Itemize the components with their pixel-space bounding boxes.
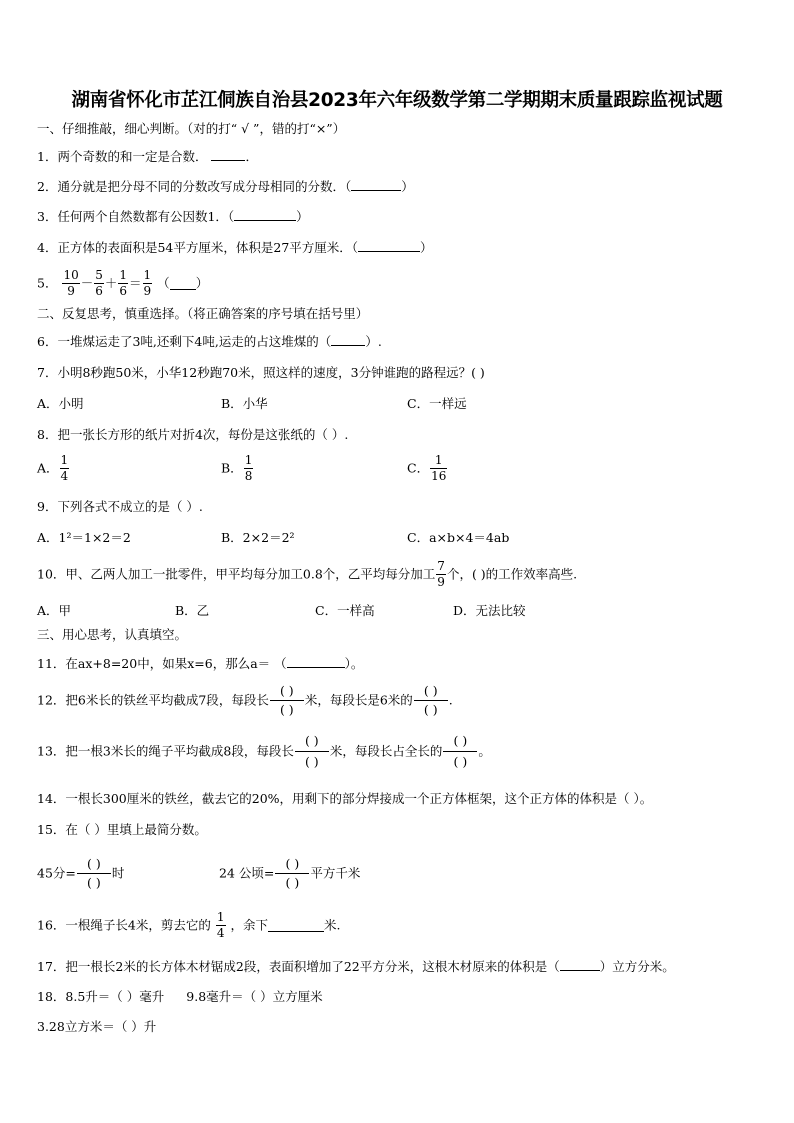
answer-blank[interactable] bbox=[234, 208, 296, 221]
answer-blank[interactable] bbox=[287, 655, 345, 668]
section-1-heading: 一、仔细推敲，细心判断。（对的打“ √ ”，错的打“×”） bbox=[37, 121, 346, 136]
question-text: 把一张长方形的纸片对折4次，每份是这张纸的（ ）. bbox=[57, 427, 349, 442]
question-17: 17．把一根长2米的长方体木材锯成2段，表面积增加了22平方分米，这根木材原来的体积是（ ）立方分米。 bbox=[37, 959, 675, 974]
question-text: 9.8毫升＝（ ）立方厘米 bbox=[186, 989, 323, 1004]
section-2-heading: 二、反复思考，慎重选择。（将正确答案的序号填在括号里） bbox=[37, 306, 369, 321]
question-15-part-1: 45分= ( ) ( ) 时 bbox=[37, 856, 125, 890]
fraction: $\frac{1}{16}$ bbox=[431, 453, 447, 483]
question-10: 10．甲、乙两人加工一批零件，甲平均每分加工0.8个，乙平均每分加工 $\frac{7}{9}$ 个，( )的工作效率高些. bbox=[37, 559, 578, 589]
fraction: $\frac{1}{9}$ bbox=[143, 268, 152, 298]
question-18: 18．8.5升＝（ ）毫升 9.8毫升＝（ ）立方厘米 bbox=[37, 989, 323, 1004]
fraction-blank[interactable]: ( ) ( ) bbox=[270, 682, 304, 719]
option-a[interactable]: A．甲 bbox=[37, 603, 72, 618]
question-text: 把一根3米长的绳子平均截成8段，每段长 bbox=[65, 743, 294, 759]
question-2: 2．通分就是把分母不同的分数改写成分母相同的分数．（ ） bbox=[37, 179, 414, 194]
fraction-blank[interactable]: ( ) ( ) bbox=[295, 731, 329, 772]
option-b[interactable]: B．乙 bbox=[175, 603, 210, 618]
question-text: 通分就是把分母不同的分数改写成分母相同的分数．（ bbox=[57, 179, 352, 194]
question-14: 14．一根长300厘米的铁丝，截去它的20%，用剩下的部分焊接成一个正方体框架，这个正方体的体积是（ ）。 bbox=[37, 791, 653, 806]
answer-blank[interactable] bbox=[170, 277, 196, 290]
question-text: 下列各式不成立的是（ ）. bbox=[57, 499, 203, 514]
option-c[interactable]: C．a×b×4＝4ab bbox=[407, 530, 510, 545]
answer-blank[interactable] bbox=[351, 178, 401, 191]
option-b[interactable]: B． $\frac{1}{8}$ bbox=[221, 453, 253, 483]
question-11: 11．在ax+8=20中，如果x=6，那么a＝ （ ）。 bbox=[37, 656, 364, 671]
question-3: 3．任何两个自然数都有公因数1．（ ） bbox=[37, 209, 309, 224]
question-4: 4．正方体的表面积是54平方厘米，体积是27平方厘米．（ ） bbox=[37, 240, 433, 255]
fraction: $\frac{7}{9}$ bbox=[437, 559, 445, 589]
fraction: $\frac{5}{6}$ bbox=[95, 268, 103, 298]
question-text: 正方体的表面积是54平方厘米，体积是27平方厘米．（ bbox=[57, 240, 359, 255]
option-b[interactable]: B．小华 bbox=[221, 396, 268, 411]
question-7: 7．小明8秒跑50米，小华12秒跑70米，照这样的速度，3分钟谁跑的路程远？( ) bbox=[37, 365, 485, 380]
question-text: 甲、乙两人加工一批零件，甲平均每分加工0.8个，乙平均每分加工 bbox=[65, 566, 436, 582]
answer-blank[interactable] bbox=[358, 239, 420, 252]
question-text: 一根长300厘米的铁丝，截去它的20%，用剩下的部分焊接成一个正方体框架，这个正方体的体积是（ ）。 bbox=[65, 791, 653, 806]
fraction-blank[interactable]: ( ) ( ) bbox=[414, 682, 448, 719]
question-text: 一根绳子长4米，剪去它的 bbox=[65, 917, 211, 933]
option-c[interactable]: C．一样高 bbox=[315, 603, 375, 618]
option-a[interactable]: A．小明 bbox=[37, 396, 84, 411]
question-text: 两个奇数的和一定是合数． bbox=[57, 149, 208, 164]
fraction-blank[interactable]: ( ) ( ) bbox=[275, 855, 309, 892]
question-16: 16．一根绳子长4米，剪去它的 $\frac{1}{4}$ ，余下 米. bbox=[37, 910, 341, 940]
question-text: 8.5升＝（ ）毫升 bbox=[65, 989, 165, 1004]
question-12: 12．把6米长的铁丝平均截成7段，每段长 ( ) ( ) 米，每段长是6米的 ( ) ( ) . bbox=[37, 683, 453, 717]
page-title: 湖南省怀化市芷江侗族自治县2023年六年级数学第二学期期末质量跟踪监视试题 bbox=[71, 90, 723, 111]
answer-blank[interactable] bbox=[211, 148, 245, 161]
option-a[interactable]: A． $\frac{1}{4}$ bbox=[37, 453, 69, 483]
question-15-part-2: 24 公顷= ( ) ( ) 平方千米 bbox=[219, 856, 361, 890]
fraction: $\frac{1}{4}$ bbox=[216, 910, 225, 940]
question-13: 13．把一根3米长的绳子平均截成8段，每段长 ( ) ( ) 米，每段长占全长的 ( ) ( ) 。 bbox=[37, 731, 491, 772]
question-18-line-2: 3.28立方米＝（ ）升 bbox=[37, 1019, 157, 1034]
answer-blank[interactable] bbox=[331, 333, 365, 346]
question-text: 在ax+8=20中，如果x=6，那么a＝ （ bbox=[65, 656, 287, 671]
question-9: 9．下列各式不成立的是（ ）. bbox=[37, 499, 203, 514]
option-c[interactable]: C． $\frac{1}{16}$ bbox=[407, 453, 447, 483]
option-d[interactable]: D．无法比较 bbox=[453, 603, 526, 618]
question-5: 5． $\frac{10}{9}$ － $\frac{5}{6}$ ＋ $\frac{1}{6}$ ＝ $\frac{1}{9}$ （ ） bbox=[37, 268, 209, 298]
question-text: 把6米长的铁丝平均截成7段，每段长 bbox=[65, 692, 269, 708]
question-text: 一堆煤运走了3吨,还剩下4吨,运走的占这堆煤的（ bbox=[57, 334, 332, 349]
fraction-blank[interactable]: ( ) ( ) bbox=[443, 731, 477, 772]
question-text: 小明8秒跑50米，小华12秒跑70米，照这样的速度，3分钟谁跑的路程远？( ) bbox=[57, 365, 485, 380]
option-a[interactable]: A．1²＝1×2＝2 bbox=[37, 530, 131, 545]
question-6: 6．一堆煤运走了3吨,还剩下4吨,运走的占这堆煤的（ ）. bbox=[37, 334, 382, 349]
question-text: 任何两个自然数都有公因数1．（ bbox=[57, 209, 235, 224]
question-text: 把一根长2米的长方体木材锯成2段，表面积增加了22平方分米，这根木材原来的体积是（ bbox=[65, 959, 560, 974]
answer-blank[interactable] bbox=[560, 958, 600, 971]
section-3-heading: 三、用心思考，认真填空。 bbox=[37, 627, 188, 642]
question-8: 8．把一张长方形的纸片对折4次，每份是这张纸的（ ）. bbox=[37, 427, 349, 442]
option-c[interactable]: C．一样远 bbox=[407, 396, 467, 411]
question-1: 1．两个奇数的和一定是合数． ． bbox=[37, 149, 258, 164]
question-number: 1． bbox=[37, 149, 58, 164]
fraction-blank[interactable]: ( ) ( ) bbox=[77, 855, 111, 892]
fraction: $\frac{1}{8}$ bbox=[244, 453, 253, 483]
answer-blank[interactable] bbox=[268, 919, 324, 932]
question-15: 15．在（ ）里填上最简分数。 bbox=[37, 822, 207, 837]
fraction: $\frac{1}{6}$ bbox=[119, 268, 128, 298]
fraction: $\frac{1}{4}$ bbox=[60, 453, 69, 483]
option-b[interactable]: B．2×2＝2² bbox=[221, 530, 295, 545]
fraction: $\frac{10}{9}$ bbox=[63, 268, 79, 298]
question-text: 在（ ）里填上最简分数。 bbox=[65, 822, 207, 837]
